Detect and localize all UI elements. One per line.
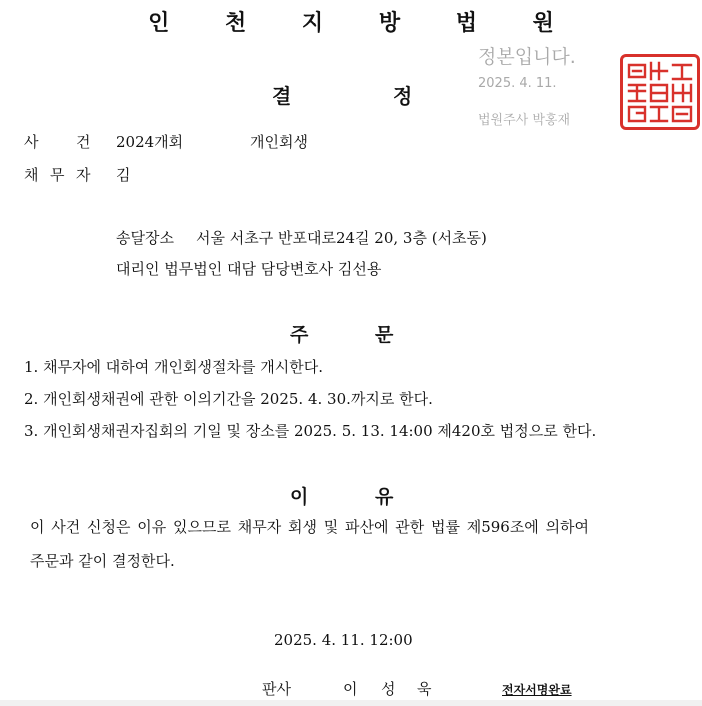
debtor-label-3: 자 (76, 166, 91, 184)
case-label-2: 건 (76, 133, 91, 151)
page-bottom-edge (0, 700, 702, 706)
debtor-name: 김 (116, 166, 131, 184)
issued-date: 2025. 4. 11. 12:00 (274, 631, 413, 649)
reason-heading-left: 이 (290, 486, 309, 508)
order-item-3: 3. 개인회생채권자집회의 기일 및 장소를 2025. 5. 13. 14:00 제420호 법정으로 한다. (24, 422, 597, 440)
reason-heading-right: 유 (375, 486, 394, 508)
title-left: 결 (272, 84, 292, 108)
court-seal-icon (620, 54, 700, 130)
order-heading-right: 문 (375, 324, 394, 346)
debtor-label-1: 채 (24, 166, 39, 184)
order-heading-left: 주 (290, 324, 309, 346)
judge-title: 판사 (262, 680, 291, 698)
reason-line-2: 주문과 같이 결정한다. (30, 552, 175, 570)
delivery-address: 서울 서초구 반포대로24길 20, 3층 (서초동) (196, 229, 487, 247)
e-signature-complete: 전자서명완료 (502, 683, 572, 697)
case-number: 2024개회 (116, 133, 184, 151)
judge-name-2: 성 (381, 680, 396, 698)
case-label-1: 사 (24, 133, 39, 151)
certification-clerk: 법원주사 박홍재 (478, 113, 571, 128)
judge-name-1: 이 (343, 680, 358, 698)
order-item-1: 1. 채무자에 대하여 개인회생절차를 개시한다. (24, 358, 323, 376)
title-right: 정 (393, 84, 413, 108)
agent-text: 대리인 법무법인 대담 담당변호사 김선용 (116, 260, 382, 278)
debtor-label-2: 무 (50, 166, 65, 184)
reason-line-1: 이 사건 신청은 이유 있으므로 채무자 회생 및 파산에 관한 법률 제596조에 의하여 (30, 518, 590, 536)
certification-date: 2025. 4. 11. (478, 76, 557, 91)
delivery-label: 송달장소 (116, 229, 174, 247)
case-type: 개인회생 (250, 133, 308, 151)
order-item-2: 2. 개인회생채권에 관한 이의기간을 2025. 4. 30.까지로 한다. (24, 390, 433, 408)
court-name: 인 천 지 방 법 원 (148, 11, 578, 36)
judge-name-3: 욱 (417, 680, 432, 698)
certification-text: 정본입니다. (478, 46, 576, 68)
